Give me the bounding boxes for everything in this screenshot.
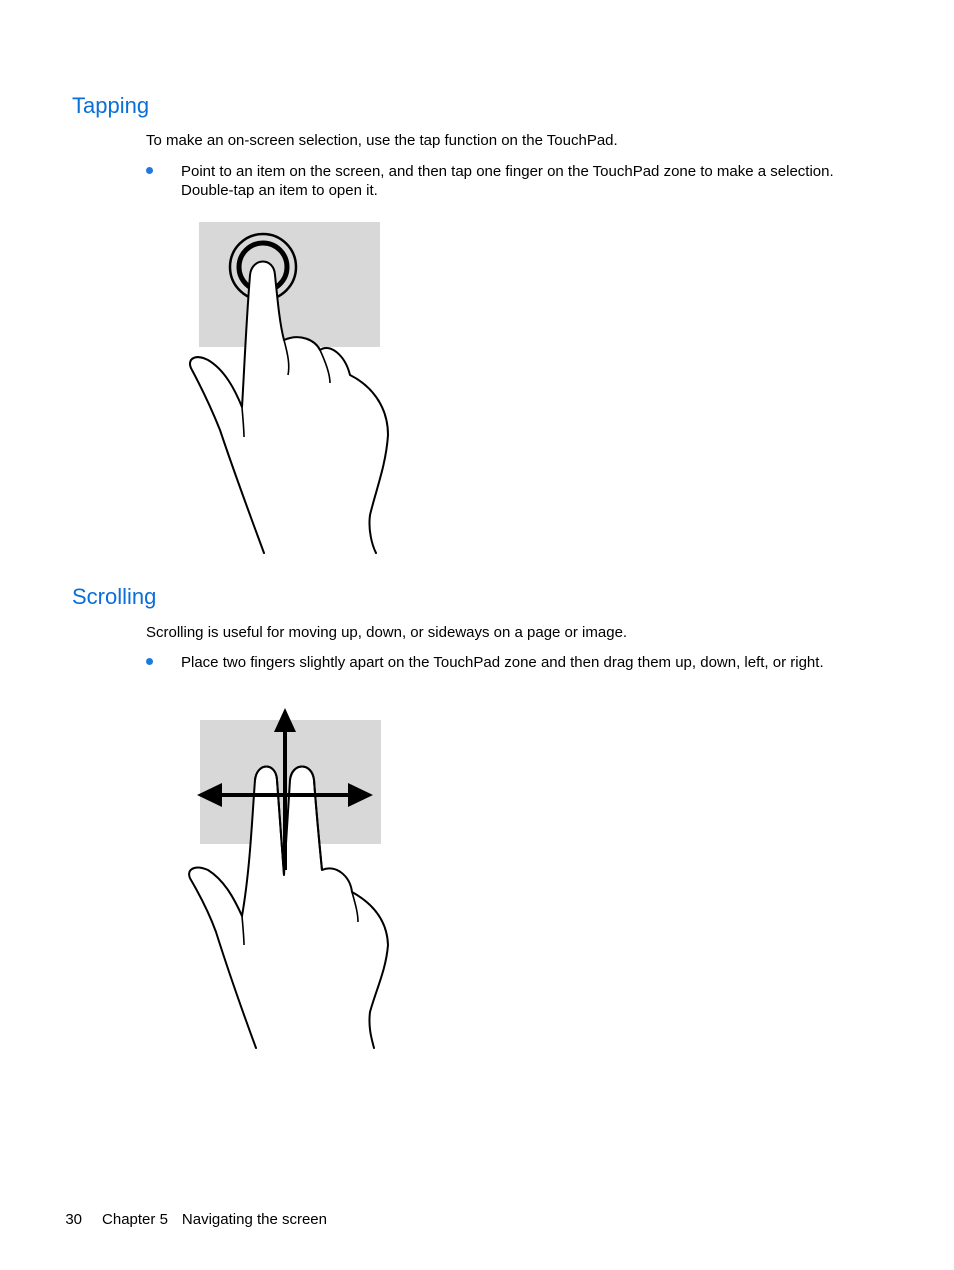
tapping-bullet-text: Point to an item on the screen, and then tap one finger on the TouchPad zone to make a selection. Double-tap an item to open it. bbox=[181, 163, 834, 199]
bullet-icon bbox=[146, 167, 153, 174]
chapter-title: Navigating the screen bbox=[181, 1211, 327, 1228]
chapter-label: Chapter 5 bbox=[102, 1211, 168, 1228]
scrolling-intro: Scrolling is useful for moving up, down, or sideways on a page or image. bbox=[146, 624, 628, 641]
section-heading-tapping: Tapping bbox=[72, 93, 150, 118]
page-footer bbox=[57, 1191, 327, 1229]
scroll-gesture-icon bbox=[180, 700, 410, 1060]
scrolling-bullet-text: Place two fingers slightly apart on the TouchPad zone and then drag them up, down, left, or right. bbox=[181, 654, 824, 671]
bullet-icon bbox=[146, 658, 153, 665]
tap-gesture-icon bbox=[180, 215, 410, 560]
page-number: 30 bbox=[65, 1211, 83, 1228]
section-heading-scrolling: Scrolling bbox=[72, 584, 157, 609]
tapping-intro: To make an on-screen selection, use the tap function on the TouchPad. bbox=[146, 132, 618, 149]
